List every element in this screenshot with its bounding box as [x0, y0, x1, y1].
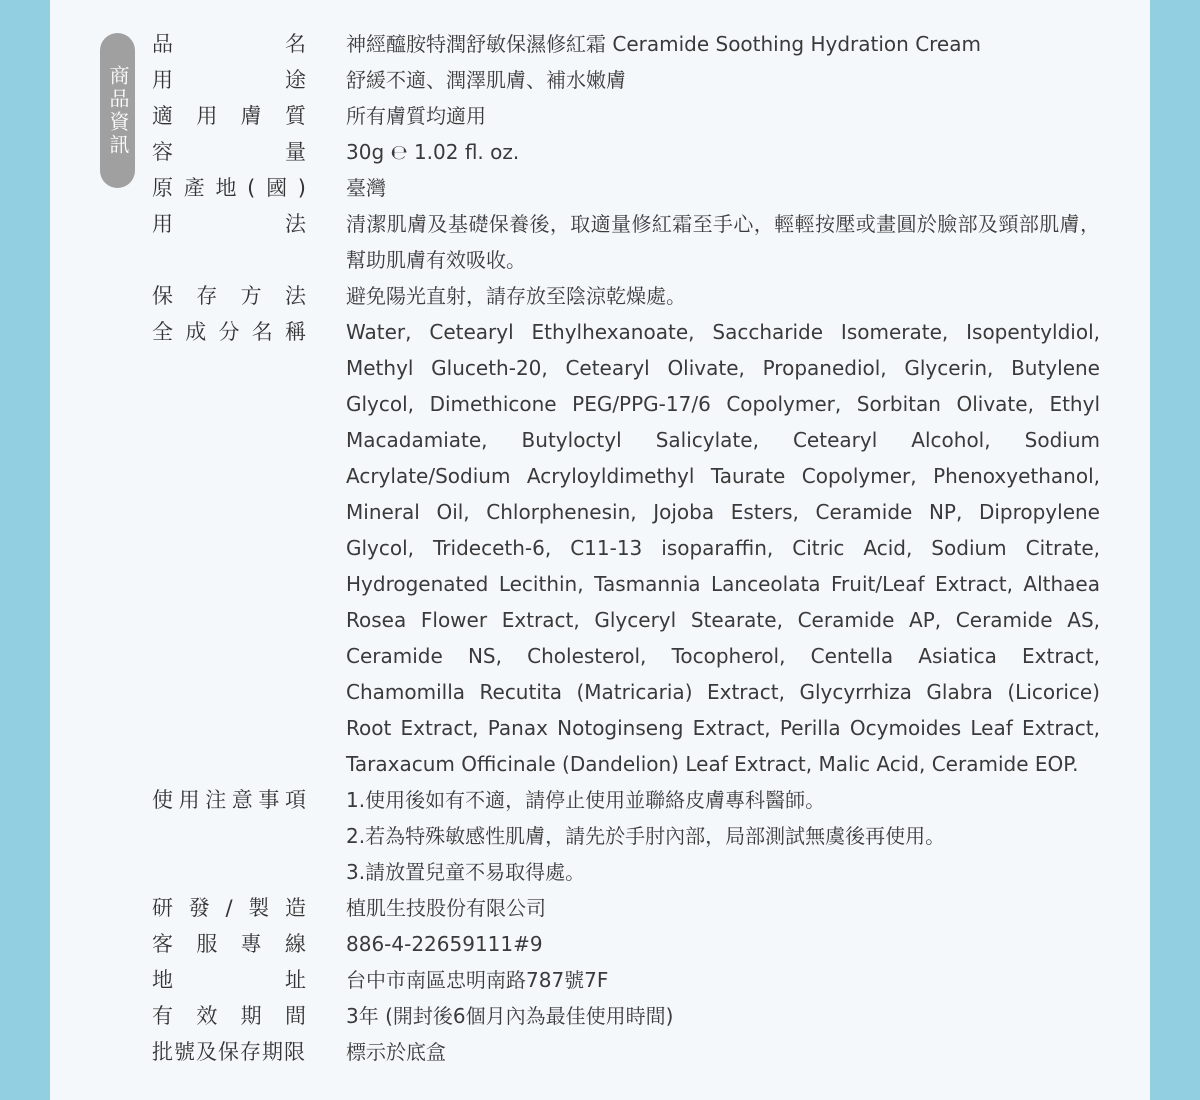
- label-usage: [152, 206, 306, 242]
- label-char: 名: [285, 32, 306, 56]
- label-char: 品: [152, 32, 173, 56]
- value-origin: 臺灣: [346, 176, 386, 200]
- value-hotline: 886-4-22659111#9: [346, 932, 543, 956]
- label-char: 研: [152, 896, 173, 920]
- value-product-name: 神經醯胺特潤舒敏保濕修紅霜 Ceramide Soothing Hydration Cream: [346, 32, 981, 56]
- label-char: 效: [196, 1004, 218, 1028]
- label-char: 期: [240, 1004, 262, 1028]
- label-char: 製: [248, 896, 270, 920]
- label-char: 發: [188, 896, 210, 920]
- label-origin: [152, 170, 306, 206]
- label-storage: [152, 278, 306, 314]
- label-char: 質: [284, 104, 306, 128]
- label-char: 膚: [240, 104, 262, 128]
- row-precautions: [152, 782, 1100, 890]
- label-char: 名: [251, 320, 273, 344]
- label-char: 分: [218, 320, 240, 344]
- value-precautions: [346, 782, 1100, 890]
- label-ingredients: [152, 314, 306, 350]
- label-char: 法: [285, 212, 306, 236]
- label-char: 服: [196, 932, 218, 956]
- label-hotline: [152, 926, 306, 962]
- label-char: 稱: [285, 320, 306, 344]
- value-address: 台中市南區忠明南路787號7F: [346, 968, 609, 992]
- label-char: 量: [285, 140, 306, 164]
- label-char: 國: [266, 176, 288, 200]
- label-char: 及: [196, 1040, 218, 1064]
- label-char: 有: [152, 1004, 173, 1028]
- label-char: (: [247, 176, 256, 200]
- section-tab-product-info: 商品資訊: [100, 33, 135, 188]
- label-skin-type: [152, 98, 306, 134]
- label-char: 事: [258, 788, 280, 812]
- label-char: 造: [284, 896, 306, 920]
- value-skin-type: 所有膚質均適用: [346, 104, 486, 128]
- product-info-table: [152, 26, 1100, 1070]
- row-storage: [152, 278, 1100, 314]
- value-usage: 清潔肌膚及基礎保養後，取適量修紅霜至手心，輕輕按壓或畫圓於臉部及頸部肌膚，幫助肌膚有效吸收。: [346, 212, 1100, 272]
- row-usage: [152, 206, 1100, 278]
- label-product-name: [152, 26, 306, 62]
- row-shelf-life: [152, 998, 1100, 1034]
- precaution-item: 1.使用後如有不適，請停止使用並聯絡皮膚專科醫師。: [346, 788, 826, 812]
- label-char: 客: [152, 932, 173, 956]
- label-char: 存: [240, 1040, 262, 1064]
- label-char: 原: [152, 176, 173, 200]
- value-ingredients: Water, Cetearyl Ethylhexanoate, Saccharide Isomerate, Isopentyldiol, Methyl Gluceth-20, Cetearyl Olivate, Propanediol, Glycerin, Butylene Glycol, Dimethicone PEG/PPG-17/6 Copolymer, Sorbitan Olivate, Ethyl Macadamiate, Butyloctyl Salicylate, Cetearyl Alcohol, Sodium Acrylate/Sodium Acryloyldimethyl Taurate Copolymer, Phenoxyethanol, Mineral Oil, Chlorphenesin, Jojoba Esters, Ceramide NP, Dipropylene Glycol, Trideceth-6, C11-13 isoparaffin, Citric Acid, Sodium Citrate, Hydrogenated Lecithin, Tasmannia Lanceolata Fruit/Leaf Extract, Althaea Rosea Flower Extract, Glyceryl Stearate, Ceramide AP, Ceramide AS, Ceramide NS, Cholesterol, Tocopherol, Centella Asiatica Extract, Chamomilla Recutita (Matricaria) Extract, Glycyrrhiza Glabra (Licorice) Root Extract, Panax Notoginseng Extract, Perilla Ocymoides Leaf Extract, Taraxacum Officinale (Dandelion) Leaf Extract, Malic Acid, Ceramide EOP.: [346, 320, 1100, 776]
- label-char: 全: [152, 320, 173, 344]
- row-batch: [152, 1034, 1100, 1070]
- row-ingredients: [152, 314, 1100, 782]
- label-char: 線: [284, 932, 306, 956]
- row-skin-type: [152, 98, 1100, 134]
- label-char: 注: [205, 788, 227, 812]
- value-volume: 30g ℮ 1.02 fl. oz.: [346, 140, 520, 164]
- label-char: 存: [196, 284, 218, 308]
- label-char: ): [297, 176, 306, 200]
- label-char: 用: [196, 104, 218, 128]
- label-char: 意: [231, 788, 253, 812]
- precaution-item: 3.請放置兒童不易取得處。: [346, 860, 586, 884]
- label-char: 用: [152, 212, 173, 236]
- label-char: 法: [284, 284, 306, 308]
- label-char: 適: [152, 104, 173, 128]
- row-product-name: [152, 26, 1100, 62]
- row-origin: [152, 170, 1100, 206]
- label-char: 保: [218, 1040, 240, 1064]
- label-char: 途: [285, 68, 306, 92]
- label-char: 保: [152, 284, 173, 308]
- value-purpose: 舒緩不適、潤澤肌膚、補水嫩膚: [346, 68, 626, 92]
- row-volume: [152, 134, 1100, 170]
- label-purpose: [152, 62, 306, 98]
- row-purpose: [152, 62, 1100, 98]
- label-char: 批: [152, 1040, 174, 1064]
- label-batch: [152, 1034, 306, 1070]
- value-batch: 標示於底盒: [346, 1040, 446, 1064]
- label-char: 專: [240, 932, 262, 956]
- label-char: 號: [174, 1040, 196, 1064]
- row-address: [152, 962, 1100, 998]
- label-shelf-life: [152, 998, 306, 1034]
- value-manufacturer: 植肌生技股份有限公司: [346, 896, 546, 920]
- row-hotline: [152, 926, 1100, 962]
- value-storage: 避免陽光直射，請存放至陰涼乾燥處。: [346, 284, 686, 308]
- label-manufacturer: [152, 890, 306, 926]
- label-char: 成: [185, 320, 207, 344]
- label-char: 項: [284, 788, 306, 812]
- label-char: 地: [215, 176, 237, 200]
- label-char: 容: [152, 140, 173, 164]
- label-volume: [152, 134, 306, 170]
- label-char: 用: [178, 788, 200, 812]
- label-char: 產: [183, 176, 205, 200]
- value-shelf-life: 3年 (開封後6個月內為最佳使用時間): [346, 1004, 674, 1028]
- label-char: 使: [152, 788, 173, 812]
- label-char: 用: [152, 68, 173, 92]
- label-char: 期: [262, 1040, 284, 1064]
- label-char: 址: [285, 968, 306, 992]
- label-char: /: [225, 896, 233, 920]
- row-manufacturer: [152, 890, 1100, 926]
- label-precautions: [152, 782, 306, 818]
- label-char: 限: [284, 1040, 306, 1064]
- label-char: 間: [284, 1004, 306, 1028]
- label-char: 地: [152, 968, 173, 992]
- label-address: [152, 962, 306, 998]
- precaution-item: 2.若為特殊敏感性肌膚，請先於手肘內部，局部測試無虞後再使用。: [346, 824, 946, 848]
- label-char: 方: [240, 284, 262, 308]
